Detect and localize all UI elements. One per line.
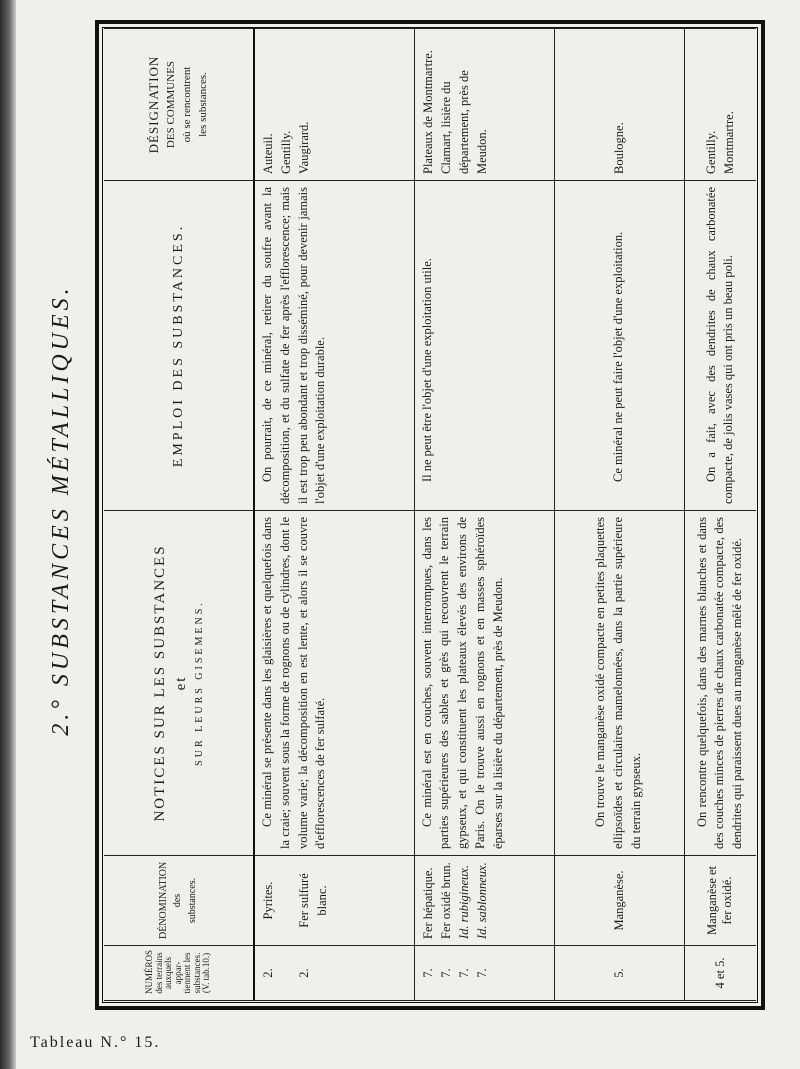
cell-name: Manganèse. [554,856,684,946]
cell-num: 4 et 5. [684,946,756,1001]
table-row-manganese-fer [684,29,756,1001]
book-binding [0,0,16,1069]
header-designation: DÉSIGNATION DES COMMUNES où se rencontrent les substances. [104,29,254,181]
cell-emploi: Ce minéral ne peut faire l'objet d'une exploitation. [554,181,684,511]
cell-name: Pyrites. Fer sulfuré blanc. [254,856,414,946]
cell-notice: On rencontre quelquefois, dans des marnes blanches et dans des couches minces de pierres de chaux carbonatée compacte, des dendrites qui paraissent dues au manganèse mêlé de fer oxidé. [684,511,756,856]
header-notices: NOTICES SUR LES SUBSTANCES et SUR LEURS GISEMENS. [104,511,254,856]
cell-notice: Ce minéral se présente dans les glaisières et quelquefois dans la craie; souvent sous la forme de rognons ou de cylindres, dont le volume varie; la décomposition en est lente, et alors il se couvre d'efflorescences de fer sulfaté. [254,511,414,856]
table-row-fer [414,29,554,1001]
header-denomination: DÉNOMINATION des substances. [104,856,254,946]
cell-communes: Plateaux de Montmartre. Clamart, lisière du département, près de Meudon. [414,29,554,181]
page-title: 2.° SUBSTANCES MÉTALLIQUES. [48,284,74,736]
cell-num: 7. 7. 7. 7. [414,946,554,1001]
cell-communes: Gentilly. Montmartre. [684,29,756,181]
cell-communes: Auteuil. Gentilly. Vaugirard. [254,29,414,181]
table-frame [95,20,765,1010]
cell-name: Fer hépatique. Fer oxidé brun. Id. rubigineux. Id. sablonneux. [414,856,554,946]
table-row-pyrites [254,29,414,1001]
substances-table [104,28,756,1001]
header-numeros: NUMÉROS des terrains auxquels appar-tiennent les substances. (V. tab.10.) [104,946,254,1001]
cell-name: Manganèse et fer oxidé. [684,856,756,946]
cell-communes: Boulogne. [554,29,684,181]
table-row-manganese [554,29,684,1001]
cell-emploi: On pourrait, de ce minéral, retirer du soufre avant la décomposition, et du sulfate de fer après l'efflorescence; mais il est trop peu abondant et trop disséminé, pour devenir jamais l'objet d'une exploitation durable. [254,181,414,511]
tableau-number: Tableau N.° 15. [30,1034,161,1051]
cell-emploi: On a fait, avec des dendrites de chaux carbonatée compacte, de jolis vases qui ont pris un beau poli. [684,181,756,511]
cell-notice: Ce minéral est en couches, souvent interrompues, dans les parties supérieures des sables et grès qui recouvrent le terrain gypseux, et qui constituent les plateaux élevés des environs de Paris. On le trouve aussi en rognons et en masses sphéroïdes éparses sur la lisière du département, près de Meudon. [414,511,554,856]
cell-emploi: Il ne peut être l'objet d'une exploitation utile. [414,181,554,511]
cell-num: 5. [554,946,684,1001]
header-emploi: EMPLOI DES SUBSTANCES. [104,181,254,511]
cell-num: 2. 2. [254,946,414,1001]
rotated-table-page [40,10,765,1010]
cell-notice: On trouve le manganèse oxidé compacte en petites plaquettes ellipsoïdes et circulaires mamelonnées, dans la partie supérieure du terrain gypseux. [554,511,684,856]
